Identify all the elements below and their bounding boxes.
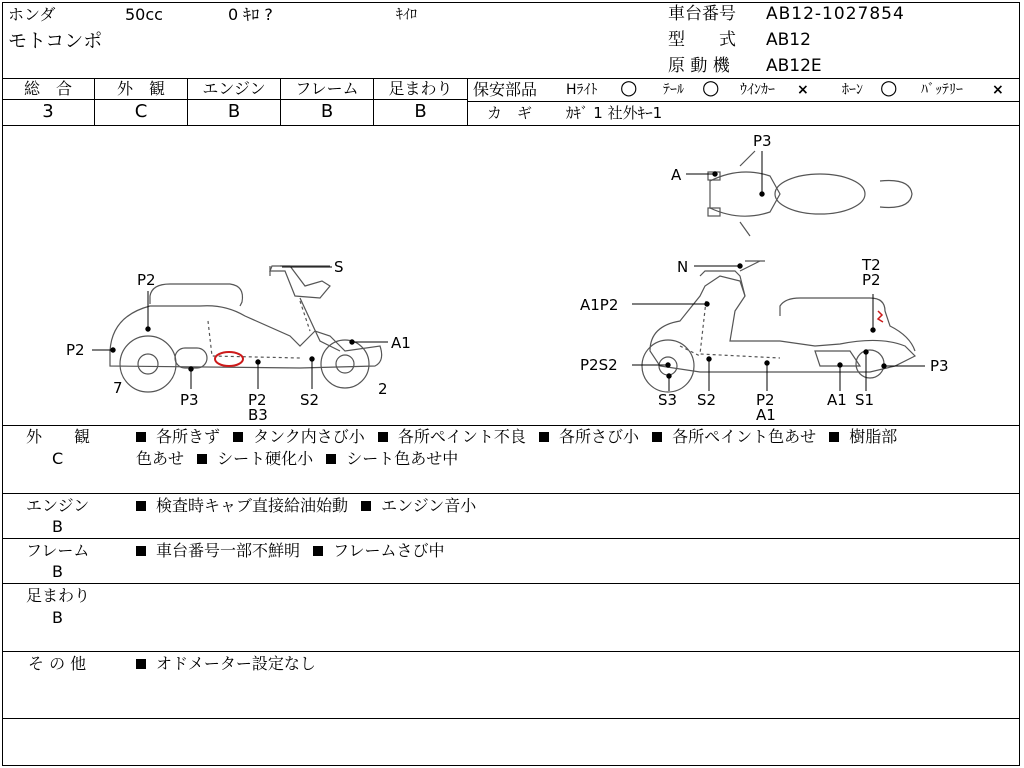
notes-suspension-label: 足まわり [26, 586, 91, 605]
diagram-label: P2 [756, 391, 775, 409]
winker-label: ｳｲﾝｶｰ [740, 82, 775, 98]
diagram-label: T2 [862, 256, 881, 274]
diagram-label: S3 [658, 391, 678, 409]
diagram-label: A1 [827, 391, 847, 409]
divider [2, 538, 1020, 539]
diagram-label: P3 [753, 132, 772, 150]
mileage: 0 ｷﾛ ? [228, 5, 273, 24]
engine-notes [136, 497, 484, 515]
suspension-grade: B [414, 101, 427, 122]
frame-grade: B [320, 101, 334, 122]
note-item: 各所ペイント色あせ [672, 427, 817, 446]
diagram-label: S2 [697, 391, 717, 409]
notes-frame-label: フレーム [26, 541, 90, 560]
key-label: カ ギ [487, 104, 533, 122]
diagram-label: S1 [855, 391, 875, 409]
overall-label: 総 合 [23, 79, 72, 98]
frame-label: フレーム [295, 79, 359, 98]
note-item: シート硬化小 [217, 449, 314, 468]
diagram-label: P2 [248, 391, 267, 409]
engine-label: エンジン [202, 79, 266, 98]
horn-label: ﾎｰﾝ [842, 82, 863, 98]
diagram-label: P3 [930, 357, 949, 375]
other-notes [136, 655, 324, 673]
diagram-label: 7 [113, 379, 123, 397]
diagram-label: S [334, 258, 344, 276]
model-name: モトコンポ [8, 30, 103, 52]
headlight-status: ○ [620, 75, 638, 99]
divider [467, 78, 468, 125]
damage-diagram [0, 126, 1024, 426]
displacement: 50cc [125, 5, 163, 24]
divider [2, 651, 1020, 652]
key-value: ｶｷﾞ 1 社外ｷｰ1 [566, 104, 663, 122]
maker: ホンダ [8, 5, 56, 24]
note-item: 色あせ [136, 449, 185, 468]
headlight-label: Hﾗｲﾄ [566, 82, 598, 98]
engine-grade: B [227, 101, 241, 122]
note-item: 各所きず [156, 427, 221, 446]
taillight-label: ﾃｰﾙ [663, 82, 684, 98]
diagram-label: P2 [137, 271, 156, 289]
notes-exterior-grade: C [52, 449, 64, 468]
note-item: フレームさび中 [333, 541, 445, 560]
diagram-label: B3 [248, 406, 268, 424]
winker-status: × [797, 82, 809, 98]
overall-grade: 3 [42, 101, 54, 122]
battery-status: × [992, 82, 1004, 98]
exterior-notes-line2 [136, 450, 466, 468]
notes-engine-label: エンジン [26, 496, 90, 515]
divider [467, 101, 1020, 102]
note-item: エンジン音小 [381, 496, 477, 515]
divider [2, 493, 1020, 494]
exterior-label: 外 観 [116, 79, 165, 98]
color: ｷｲﾛ [396, 7, 417, 23]
frame-no-label: 車台番号 [668, 4, 736, 24]
diagram-label: A1 [756, 406, 776, 424]
divider [2, 583, 1020, 584]
notes-engine-grade: B [52, 517, 63, 536]
divider [2, 425, 1020, 426]
notes-frame-grade: B [52, 562, 63, 581]
engine-model-value: AB12E [766, 56, 822, 76]
type-label: 型 式 [668, 30, 736, 50]
notes-suspension-grade: B [52, 608, 63, 627]
note-item: オドメーター設定なし [156, 654, 316, 673]
diagram-label: A1 [391, 334, 411, 352]
taillight-status: ○ [702, 75, 720, 99]
engine-model-label: 原 動 機 [668, 56, 730, 76]
diagram-label: A [671, 166, 682, 184]
diagram-label: N [677, 258, 689, 276]
diagram-label: P2 [862, 271, 881, 289]
divider [2, 99, 467, 100]
notes-other-label: そ の 他 [28, 654, 87, 673]
note-item: 各所ペイント不良 [397, 427, 526, 446]
diagram-label: 2 [378, 380, 388, 398]
battery-label: ﾊﾞｯﾃﾘｰ [921, 82, 963, 98]
diagram-label: A1P2 [580, 296, 619, 314]
diagram-label: P2 [66, 341, 85, 359]
diagram-label: P2S2 [580, 356, 618, 374]
note-item: 車台番号一部不鮮明 [156, 541, 301, 560]
diagram-label: S2 [300, 391, 320, 409]
frame-notes [136, 542, 452, 560]
horn-status: ○ [880, 75, 898, 99]
note-item: シート色あせ中 [346, 449, 459, 468]
exterior-notes-line1 [136, 428, 905, 446]
note-item: 検査時キャブ直接給油始動 [156, 496, 349, 515]
divider [2, 718, 1020, 719]
suspension-label: 足まわり [388, 79, 453, 98]
note-item: 樹脂部 [849, 427, 898, 446]
note-item: 各所さび小 [559, 427, 640, 446]
notes-exterior-label: 外 観 [26, 427, 91, 446]
safety-label: 保安部品 [473, 80, 538, 99]
note-item: タンク内さび小 [253, 427, 365, 446]
exterior-grade: C [134, 101, 148, 122]
type-value: AB12 [766, 30, 811, 50]
diagram-label: P3 [180, 391, 199, 409]
frame-no: AB12-1027854 [766, 4, 905, 24]
